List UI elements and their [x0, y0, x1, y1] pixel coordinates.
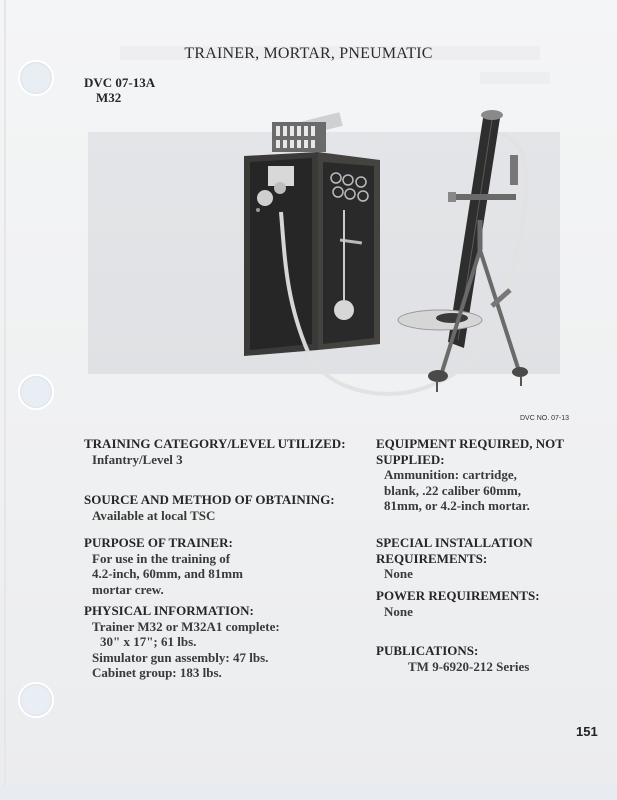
physical-line-4: Cabinet group: 183 lbs.	[92, 665, 222, 680]
section-purpose	[84, 535, 243, 597]
page-edge	[4, 0, 6, 790]
power-value: None	[384, 603, 413, 619]
punch-hole-middle	[18, 374, 54, 410]
publications-heading: PUBLICATIONS:	[376, 643, 479, 658]
dvc-id: DVC 07-13A	[84, 75, 156, 90]
punch-hole-top	[18, 60, 54, 96]
page-bottom-edge	[0, 786, 617, 800]
purpose-line-1: For use in the training of	[92, 550, 231, 566]
equipment-heading-line-1: EQUIPMENT REQUIRED, NOT	[376, 436, 564, 451]
section-power-requirements	[376, 588, 540, 619]
section-special-installation	[376, 535, 533, 582]
physical-heading: PHYSICAL INFORMATION:	[84, 603, 254, 618]
page-number: 151	[576, 724, 598, 739]
installation-heading-line-2: REQUIREMENTS:	[376, 550, 488, 566]
physical-line-3: Simulator gun assembly: 47 lbs.	[92, 649, 269, 665]
publications-value: TM 9-6920-212 Series	[408, 658, 530, 674]
section-training-category	[84, 436, 346, 467]
installation-heading-line-1: SPECIAL INSTALLATION	[376, 535, 533, 550]
section-source	[84, 492, 335, 523]
physical-line-1: Trainer M32 or M32A1 complete:	[92, 618, 280, 634]
purpose-heading: PURPOSE OF TRAINER:	[84, 535, 233, 550]
purpose-line-3: mortar crew.	[92, 581, 164, 597]
document-title: TRAINER, MORTAR, PNEUMATIC	[184, 45, 433, 62]
equipment-line-2: blank, .22 caliber 60mm,	[384, 482, 521, 498]
section-equipment-required	[376, 436, 564, 514]
training-category-heading: TRAINING CATEGORY/LEVEL UTILIZED:	[84, 436, 346, 451]
installation-value: None	[384, 566, 413, 581]
section-physical-information	[84, 603, 280, 681]
figure-caption: DVC NO. 07-13	[520, 415, 570, 422]
source-heading: SOURCE AND METHOD OF OBTAINING:	[84, 492, 335, 507]
model-number: M32	[96, 90, 122, 105]
punch-hole-bottom	[18, 682, 54, 718]
bleed-through-dvc	[480, 72, 550, 84]
training-category-value: Infantry/Level 3	[92, 451, 183, 467]
equipment-photo	[80, 100, 550, 410]
physical-line-2: 30" x 17"; 61 lbs.	[100, 634, 197, 649]
equipment-heading-line-2: SUPPLIED:	[376, 451, 445, 467]
section-publications	[376, 643, 529, 674]
source-value: Available at local TSC	[92, 507, 216, 523]
mortar-simulator-illustration	[398, 110, 528, 392]
power-heading: POWER REQUIREMENTS:	[376, 588, 540, 603]
equipment-line-1: Ammunition: cartridge,	[384, 467, 517, 482]
control-cabinet-illustration	[244, 112, 380, 356]
equipment-line-3: 81mm, or 4.2-inch mortar.	[384, 498, 530, 513]
purpose-line-2: 4.2-inch, 60mm, and 81mm	[92, 566, 243, 581]
